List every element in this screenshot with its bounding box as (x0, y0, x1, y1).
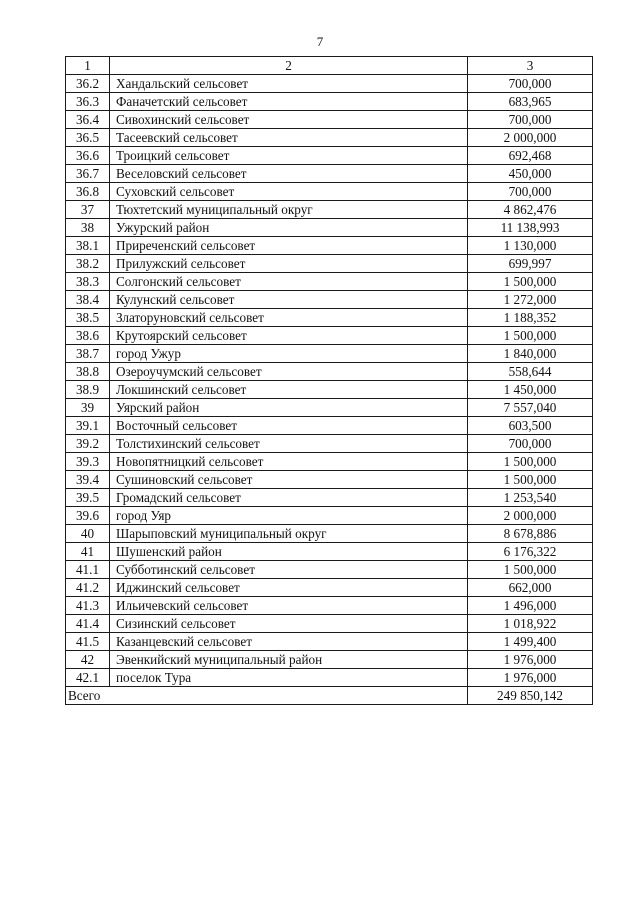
row-number: 41.2 (66, 579, 110, 597)
table-row (66, 75, 593, 93)
table-row (66, 507, 593, 525)
table-row (66, 633, 593, 651)
row-name: Крутоярский сельсовет (110, 327, 468, 345)
row-value: 7 557,040 (468, 399, 593, 417)
row-name: Троицкий сельсовет (110, 147, 468, 165)
row-name: Солгонский сельсовет (110, 273, 468, 291)
row-value: 6 176,322 (468, 543, 593, 561)
table-row (66, 453, 593, 471)
row-value: 700,000 (468, 111, 593, 129)
row-number: 42.1 (66, 669, 110, 687)
row-name: Толстихинский сельсовет (110, 435, 468, 453)
row-name: Хандальский сельсовет (110, 75, 468, 93)
row-value: 558,644 (468, 363, 593, 381)
row-number: 38.2 (66, 255, 110, 273)
row-name: Тасеевский сельсовет (110, 129, 468, 147)
total-row (66, 687, 593, 705)
table-row (66, 183, 593, 201)
row-value: 11 138,993 (468, 219, 593, 237)
table-row (66, 615, 593, 633)
row-number: 39.5 (66, 489, 110, 507)
row-name: Сизинский сельсовет (110, 615, 468, 633)
row-name: город Уяр (110, 507, 468, 525)
row-number: 42 (66, 651, 110, 669)
row-value: 700,000 (468, 183, 593, 201)
row-value: 1 450,000 (468, 381, 593, 399)
row-value: 1 188,352 (468, 309, 593, 327)
row-value: 700,000 (468, 75, 593, 93)
row-number: 38.3 (66, 273, 110, 291)
row-name: Суховский сельсовет (110, 183, 468, 201)
row-value: 1 500,000 (468, 327, 593, 345)
row-value: 1 500,000 (468, 471, 593, 489)
table-row (66, 543, 593, 561)
row-value: 1 499,400 (468, 633, 593, 651)
table-row (66, 471, 593, 489)
row-number: 36.3 (66, 93, 110, 111)
row-number: 39.2 (66, 435, 110, 453)
row-value: 1 253,540 (468, 489, 593, 507)
table-row (66, 201, 593, 219)
row-name: Шарыповский муниципальный округ (110, 525, 468, 543)
table-row (66, 345, 593, 363)
row-value: 692,468 (468, 147, 593, 165)
row-name: Ужурский район (110, 219, 468, 237)
row-value: 1 500,000 (468, 453, 593, 471)
total-value: 249 850,142 (468, 687, 593, 705)
row-number: 38.7 (66, 345, 110, 363)
table-row (66, 363, 593, 381)
row-number: 39 (66, 399, 110, 417)
header-col-2: 2 (110, 57, 468, 75)
table-row (66, 111, 593, 129)
row-number: 36.7 (66, 165, 110, 183)
table-row (66, 147, 593, 165)
row-value: 662,000 (468, 579, 593, 597)
row-name: Тюхтетский муниципальный округ (110, 201, 468, 219)
row-number: 40 (66, 525, 110, 543)
row-number: 38.1 (66, 237, 110, 255)
row-number: 38.5 (66, 309, 110, 327)
row-number: 39.3 (66, 453, 110, 471)
row-number: 39.1 (66, 417, 110, 435)
row-name: Озероучумский сельсовет (110, 363, 468, 381)
header-col-1: 1 (66, 57, 110, 75)
row-name: Златоруновский сельсовет (110, 309, 468, 327)
total-label: Всего (66, 687, 468, 705)
page-number: 7 (316, 34, 324, 49)
table-row (66, 651, 593, 669)
row-value: 1 500,000 (468, 561, 593, 579)
row-number: 41.4 (66, 615, 110, 633)
table-row (66, 579, 593, 597)
row-number: 41.1 (66, 561, 110, 579)
row-number: 36.8 (66, 183, 110, 201)
row-name: Прилужский сельсовет (110, 255, 468, 273)
table-body (66, 57, 593, 705)
table-row (66, 237, 593, 255)
row-number: 36.2 (66, 75, 110, 93)
row-number: 39.6 (66, 507, 110, 525)
row-value: 1 272,000 (468, 291, 593, 309)
table-row (66, 417, 593, 435)
table-row (66, 381, 593, 399)
row-value: 450,000 (468, 165, 593, 183)
table-row (66, 93, 593, 111)
row-name: Веселовский сельсовет (110, 165, 468, 183)
table-row (66, 129, 593, 147)
row-name: Новопятницкий сельсовет (110, 453, 468, 471)
row-number: 41 (66, 543, 110, 561)
table-row (66, 165, 593, 183)
row-name: Шушенский район (110, 543, 468, 561)
row-name: Приреченский сельсовет (110, 237, 468, 255)
row-number: 38.8 (66, 363, 110, 381)
row-number: 41.3 (66, 597, 110, 615)
row-name: Фаначетский сельсовет (110, 93, 468, 111)
table-row (66, 273, 593, 291)
row-name: Сивохинский сельсовет (110, 111, 468, 129)
row-value: 700,000 (468, 435, 593, 453)
row-value: 1 130,000 (468, 237, 593, 255)
allocation-table (65, 56, 593, 705)
row-name: Восточный сельсовет (110, 417, 468, 435)
row-value: 699,997 (468, 255, 593, 273)
row-name: Громадский сельсовет (110, 489, 468, 507)
row-value: 1 976,000 (468, 669, 593, 687)
row-name: город Ужур (110, 345, 468, 363)
table-header-row (66, 57, 593, 75)
row-number: 36.6 (66, 147, 110, 165)
row-name: Ильичевский сельсовет (110, 597, 468, 615)
row-number: 41.5 (66, 633, 110, 651)
table-row (66, 669, 593, 687)
row-name: поселок Тура (110, 669, 468, 687)
row-number: 38.9 (66, 381, 110, 399)
table-row (66, 309, 593, 327)
row-value: 2 000,000 (468, 129, 593, 147)
row-value: 1 840,000 (468, 345, 593, 363)
row-value: 1 018,922 (468, 615, 593, 633)
table-row (66, 219, 593, 237)
table-row (66, 561, 593, 579)
row-value: 683,965 (468, 93, 593, 111)
row-number: 36.4 (66, 111, 110, 129)
row-value: 1 500,000 (468, 273, 593, 291)
row-number: 38.4 (66, 291, 110, 309)
row-value: 1 496,000 (468, 597, 593, 615)
table-row (66, 489, 593, 507)
header-col-3: 3 (468, 57, 593, 75)
row-name: Кулунский сельсовет (110, 291, 468, 309)
row-number: 38.6 (66, 327, 110, 345)
table-row (66, 435, 593, 453)
table-row (66, 255, 593, 273)
table-row (66, 525, 593, 543)
table-row (66, 327, 593, 345)
row-name: Иджинский сельсовет (110, 579, 468, 597)
row-name: Эвенкийский муниципальный район (110, 651, 468, 669)
row-number: 39.4 (66, 471, 110, 489)
row-value: 8 678,886 (468, 525, 593, 543)
row-name: Уярский район (110, 399, 468, 417)
table-row (66, 399, 593, 417)
table-row (66, 291, 593, 309)
row-name: Сушиновский сельсовет (110, 471, 468, 489)
row-value: 4 862,476 (468, 201, 593, 219)
row-value: 603,500 (468, 417, 593, 435)
row-number: 37 (66, 201, 110, 219)
row-value: 2 000,000 (468, 507, 593, 525)
row-number: 36.5 (66, 129, 110, 147)
row-value: 1 976,000 (468, 651, 593, 669)
row-name: Локшинский сельсовет (110, 381, 468, 399)
row-number: 38 (66, 219, 110, 237)
row-name: Казанцевский сельсовет (110, 633, 468, 651)
table-row (66, 597, 593, 615)
row-name: Субботинский сельсовет (110, 561, 468, 579)
